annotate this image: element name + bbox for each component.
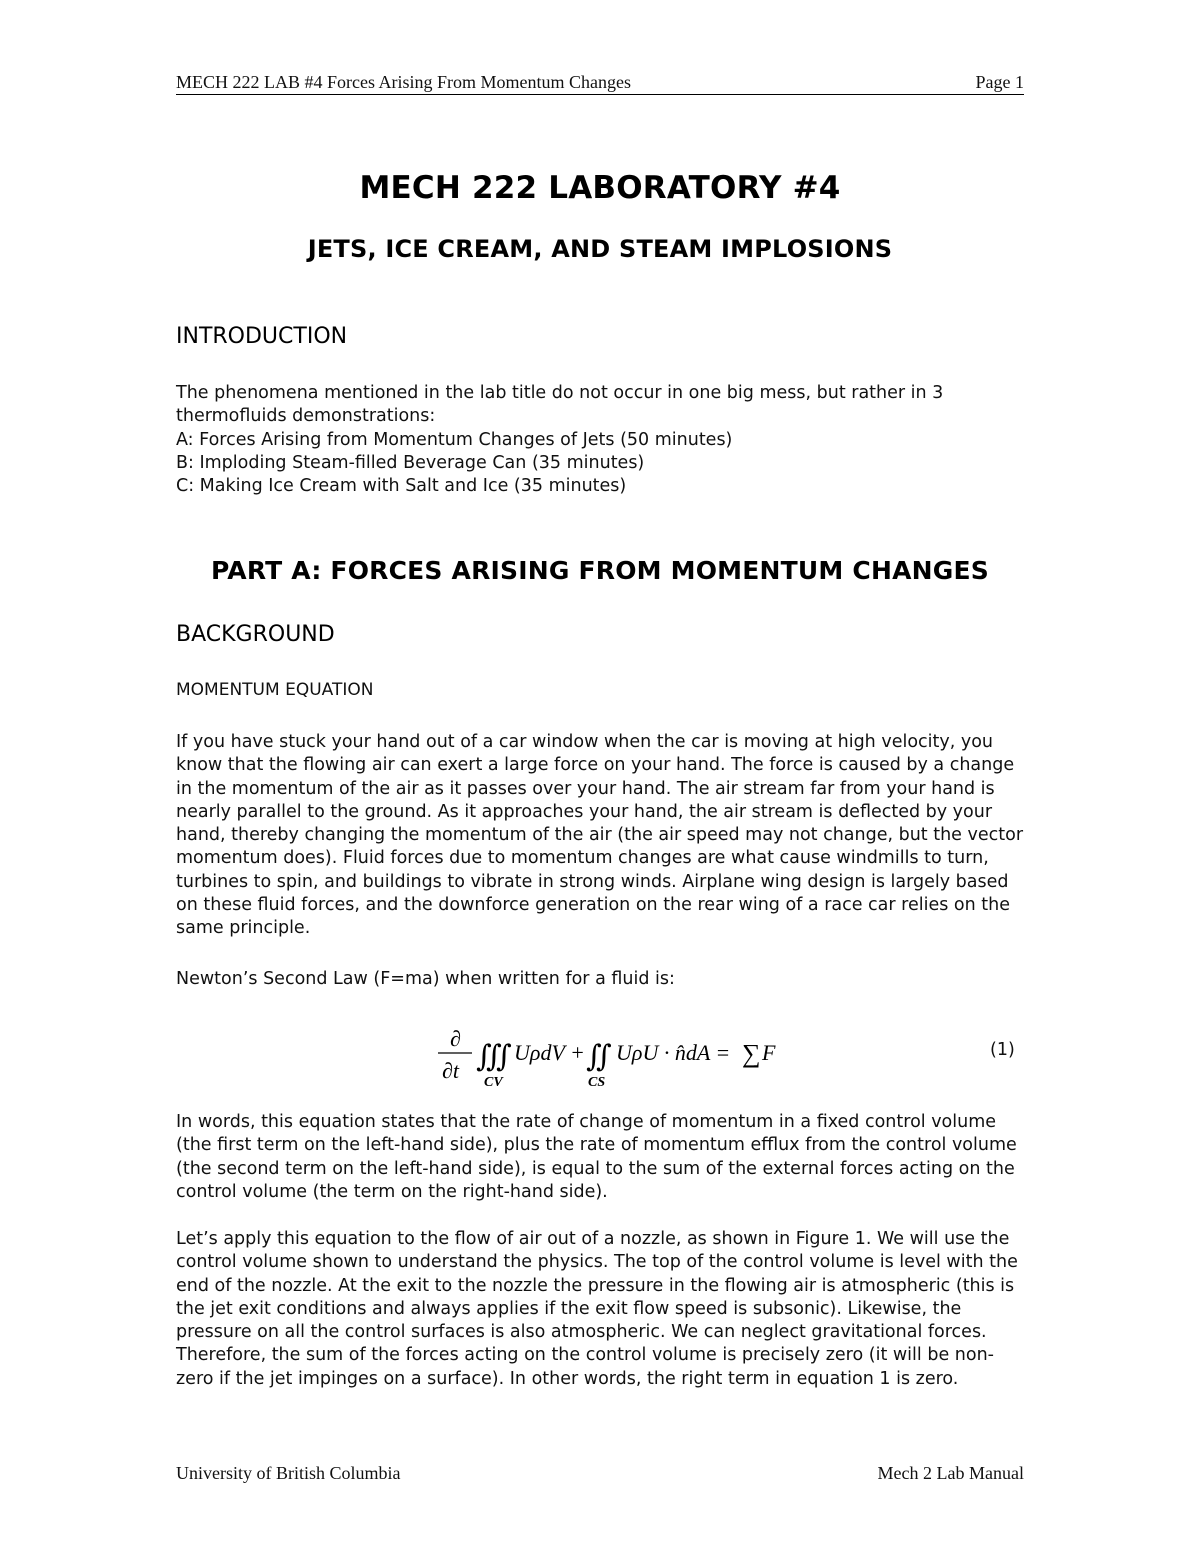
paragraph-line: (the first term on the left-hand side), plus the rate of momentum efflux from the control volume bbox=[176, 1135, 1017, 1156]
paragraph-line: Therefore, the sum of the forces acting on the control volume is precisely zero (it will be non- bbox=[176, 1345, 994, 1366]
intro-line: The phenomena mentioned in the lab title do not occur in one big mess, but rather in 3 bbox=[176, 383, 944, 403]
paragraph-line: nearly parallel to the ground. As it approaches your hand, the air stream is deflected by your bbox=[176, 801, 993, 822]
intro-line: C: Making Ice Cream with Salt and Ice (35 minutes) bbox=[176, 476, 627, 497]
introduction-heading: INTRODUCTION bbox=[176, 324, 348, 349]
paragraph-line: turbines to spin, and buildings to vibrate in strong winds. Airplane wing design is largely based bbox=[176, 871, 1009, 892]
eq-term2: UρU · n̂dA = bbox=[616, 1040, 731, 1065]
paragraph-line: (the second term on the left-hand side), is equal to the sum of the external forces acting on the bbox=[176, 1158, 1015, 1179]
intro-line: A: Forces Arising from Momentum Changes of Jets (50 minutes) bbox=[176, 429, 733, 450]
eq-sum: ∑ bbox=[742, 1039, 761, 1068]
eq-triple-integral: ∭ bbox=[476, 1040, 512, 1073]
eq-rhs: F bbox=[762, 1040, 776, 1065]
paragraph-line: In words, this equation states that the rate of change of momentum in a fixed control volume bbox=[176, 1112, 997, 1132]
eq-partial-top: ∂ bbox=[450, 1026, 461, 1051]
background-heading: BACKGROUND bbox=[176, 622, 335, 647]
paragraph-line: control volume (the term on the right-hand side). bbox=[176, 1181, 608, 1202]
part-a-heading: PART A: FORCES ARISING FROM MOMENTUM CHANGES bbox=[211, 556, 989, 585]
paragraph-line: know that the flowing air can exert a large force on your hand. The force is caused by a change bbox=[176, 755, 1015, 776]
eq-cs-label: CS bbox=[588, 1075, 606, 1090]
paragraph-line: hand, thereby changing the momentum of the air (the air speed may not change, but the vector bbox=[176, 825, 1024, 846]
momentum-equation bbox=[436, 1022, 796, 1092]
paragraph-line: momentum does). Fluid forces due to momentum changes are what cause windmills to turn, bbox=[176, 848, 989, 869]
footer-university: University of British Columbia bbox=[176, 1463, 401, 1483]
intro-line: B: Imploding Steam-filled Beverage Can (35 minutes) bbox=[176, 452, 645, 473]
paragraph-line: pressure on all the control surfaces is also atmospheric. We can neglect gravitational forces. bbox=[176, 1322, 987, 1343]
page-header bbox=[176, 72, 1024, 95]
introduction-paragraph bbox=[176, 382, 1026, 498]
eq-cv-label: CV bbox=[484, 1075, 503, 1090]
paragraph-line: end of the nozzle. At the exit to the nozzle the pressure in the flowing air is atmospheric (this is bbox=[176, 1275, 1015, 1296]
lab-subtitle-text: JETS, ICE CREAM, AND STEAM IMPLOSIONS bbox=[307, 235, 893, 263]
background-paragraph bbox=[176, 731, 1026, 941]
paragraph-line: same principle. bbox=[176, 918, 311, 939]
lab-subtitle bbox=[0, 235, 1200, 263]
eq-partial-bottom: ∂t bbox=[442, 1058, 459, 1083]
paragraph-line: If you have stuck your hand out of a car window when the car is moving at high velocity, you bbox=[176, 732, 994, 752]
newton-law-line: Newton’s Second Law (F=ma) when written for a fluid is: bbox=[176, 969, 675, 989]
page-number: Page 1 bbox=[975, 72, 1024, 92]
paragraph-line: the jet exit conditions and always applies if the exit flow speed is subsonic). Likewise, the bbox=[176, 1298, 962, 1319]
lab-title bbox=[0, 170, 1200, 206]
explanation-paragraph bbox=[176, 1111, 1026, 1204]
eq-double-integral: ∬ bbox=[586, 1040, 612, 1073]
nozzle-paragraph bbox=[176, 1228, 1026, 1391]
momentum-equation-subheading: MOMENTUM EQUATION bbox=[176, 680, 374, 700]
paragraph-line: zero if the jet impinges on a surface). In other words, the right term in equation 1 is zero. bbox=[176, 1368, 959, 1389]
eq-term1: UρdV + bbox=[514, 1040, 585, 1065]
intro-line: thermofluids demonstrations: bbox=[176, 406, 436, 427]
equation-number: (1) bbox=[990, 1040, 1015, 1060]
footer-manual: Mech 2 Lab Manual bbox=[877, 1463, 1024, 1483]
header-title: MECH 222 LAB #4 Forces Arising From Momentum Changes bbox=[176, 72, 631, 92]
paragraph-line: in the momentum of the air as it passes over your hand. The air stream far from your hand is bbox=[176, 778, 995, 799]
lab-title-text: MECH 222 LABORATORY #4 bbox=[359, 170, 841, 206]
paragraph-line: control volume shown to understand the physics. The top of the control volume is level with the bbox=[176, 1252, 1018, 1273]
paragraph-line: on these fluid forces, and the downforce generation on the rear wing of a race car relies on the bbox=[176, 895, 1010, 916]
paragraph-line: Let’s apply this equation to the flow of air out of a nozzle, as shown in Figure 1. We will use the bbox=[176, 1229, 1010, 1249]
